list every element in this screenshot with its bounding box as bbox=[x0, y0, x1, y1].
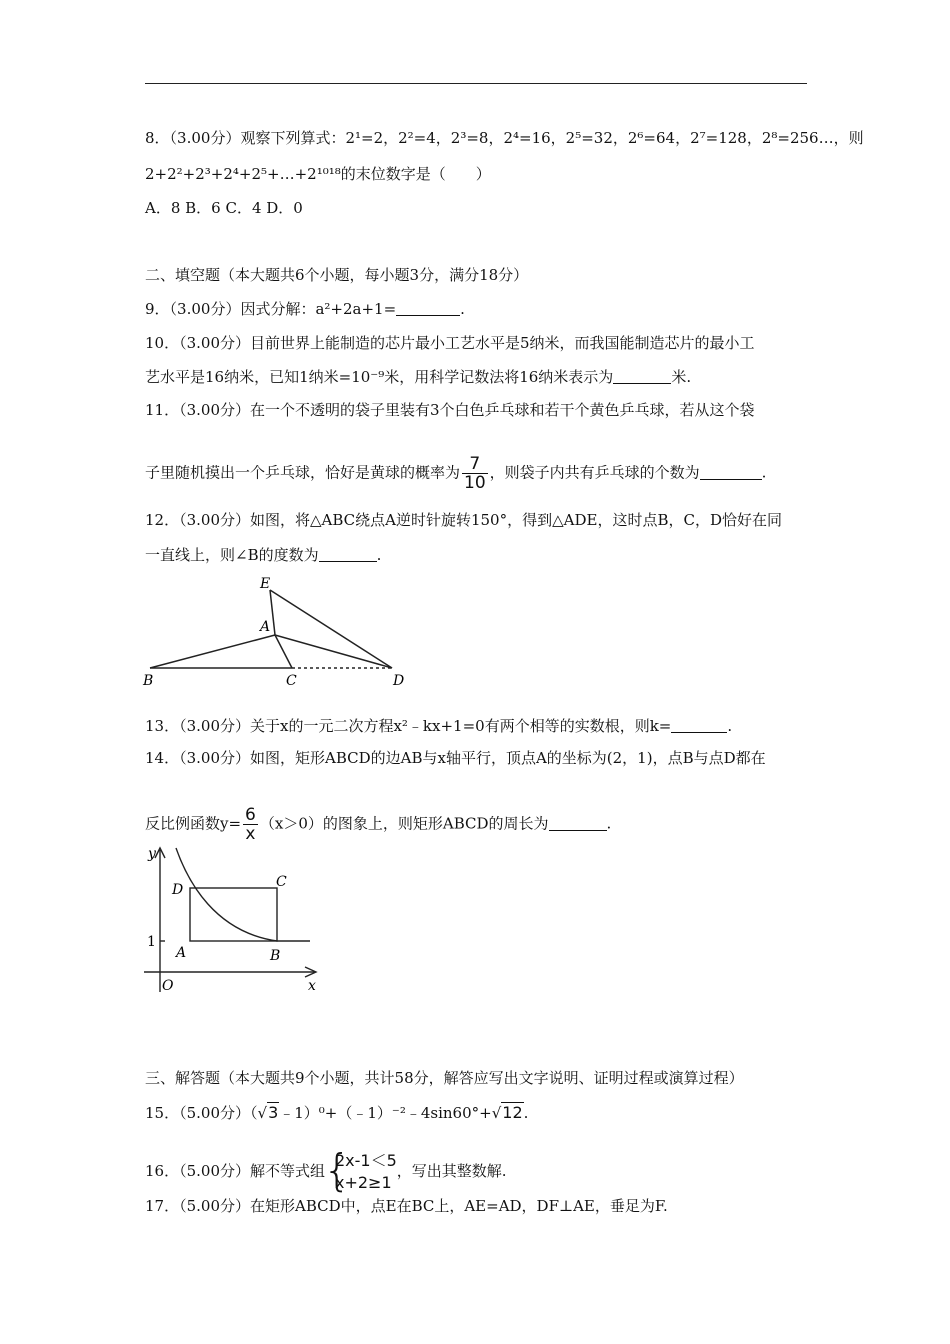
q13 bbox=[145, 716, 732, 736]
label-A: A bbox=[260, 619, 271, 635]
q14-end: . bbox=[606, 814, 612, 833]
frac-den: 10 bbox=[464, 473, 486, 493]
q14-text2: （x＞0）的图象上，则矩形ABCD的周长为 bbox=[259, 814, 549, 833]
axis-x-label: x bbox=[308, 978, 316, 994]
label-C: C bbox=[286, 673, 297, 689]
answer-blank[interactable] bbox=[549, 816, 607, 831]
q17: 17．（5.00分）在矩形ABCD中，点E在BC上，AE=AD，DF⊥AE，垂足为F. bbox=[145, 1197, 668, 1215]
frac-num: 7 bbox=[462, 455, 488, 474]
q12-line1: 12．（3.00分）如图，将△ABC绕点A逆时针旋转150°，得到△ADE，这时点B，C，D恰好在同 bbox=[145, 511, 782, 529]
q15-text2: ﹣1）⁰+（﹣1）⁻²﹣4sin60°+ bbox=[279, 1104, 492, 1122]
radicand-12: 12 bbox=[502, 1103, 523, 1122]
q14-line2 bbox=[145, 806, 611, 843]
q14-line1: 14．（3.00分）如图，矩形ABCD的边AB与x轴平行，顶点A的坐标为(2，1)，点B与点D都在 bbox=[145, 749, 766, 767]
inequality-2: x+2≥1 bbox=[335, 1173, 392, 1192]
tick-one-label: 1 bbox=[147, 934, 156, 950]
answer-blank[interactable] bbox=[396, 301, 460, 316]
fraction-six-over-x bbox=[243, 806, 258, 843]
q12-end: . bbox=[376, 546, 382, 564]
label-E: E bbox=[260, 576, 271, 592]
fraction-seven-tenths bbox=[462, 455, 488, 492]
q11-text2: ，则袋子内共有乒乓球的个数为 bbox=[489, 463, 700, 482]
q14-graph-figure bbox=[140, 842, 330, 1002]
q11-text: 子里随机摸出一个乒乓球，恰好是黄球的概率为 bbox=[145, 463, 461, 482]
q11-end: . bbox=[761, 463, 767, 482]
label-A: A bbox=[176, 945, 187, 961]
header-rule bbox=[145, 83, 807, 84]
label-C: C bbox=[276, 874, 287, 890]
label-B: B bbox=[143, 673, 154, 689]
q10-line1: 10．（3.00分）目前世界上能制造的芯片最小工艺水平是5纳米，而我国能制造芯片的最小工 bbox=[145, 334, 755, 352]
answer-blank[interactable] bbox=[319, 547, 377, 562]
label-B: B bbox=[270, 948, 281, 964]
answer-blank[interactable] bbox=[613, 369, 671, 384]
q16-end: ，写出其整数解. bbox=[396, 1162, 507, 1180]
q8-line1: 8．（3.00分）观察下列算式：2¹=2，2²=4，2³=8，2⁴=16，2⁵=32，2⁶=64，2⁷=128，2⁸=256…，则 bbox=[145, 129, 864, 147]
q12-text: 一直线上，则∠B的度数为 bbox=[145, 546, 319, 564]
inequality-1: 2x-1＜5 bbox=[335, 1151, 397, 1170]
q14-text: 反比例函数y= bbox=[145, 814, 242, 833]
q15-text: 15．（5.00分）（ bbox=[145, 1104, 258, 1122]
answer-blank[interactable] bbox=[700, 465, 762, 480]
q11-line1: 11．（3.00分）在一个不透明的袋子里装有3个白色乒乓球和若干个黄色乒乓球，若从这个袋 bbox=[145, 401, 755, 419]
q15 bbox=[145, 1103, 528, 1123]
q15-end: . bbox=[523, 1104, 529, 1122]
q10-end: 米. bbox=[671, 368, 692, 386]
q16-text: 16．（5.00分）解不等式组 bbox=[145, 1162, 325, 1180]
section2-title: 二、填空题（本大题共6个小题，每小题3分，满分18分） bbox=[145, 266, 529, 284]
q8-options: A．8 B．6 C．4 D．0 bbox=[145, 199, 303, 217]
label-D: D bbox=[172, 882, 184, 898]
sqrt-symbol: √ bbox=[491, 1104, 502, 1122]
q8-line2: 2+2²+2³+2⁴+2⁵+…+2¹⁰¹⁸的末位数字是（ ） bbox=[145, 165, 491, 183]
q16 bbox=[145, 1145, 507, 1196]
q9-end: . bbox=[460, 300, 465, 318]
axis-y-label: y bbox=[148, 846, 156, 862]
answer-blank[interactable] bbox=[671, 718, 727, 733]
label-D: D bbox=[393, 673, 405, 689]
q9-text: 9．（3.00分）因式分解：a²+2a+1= bbox=[145, 300, 397, 318]
q13-text: 13．（3.00分）关于x的一元二次方程x²﹣kx+1=0有两个相等的实数根，则k= bbox=[145, 717, 672, 735]
q9 bbox=[145, 299, 465, 319]
inequality-system bbox=[323, 1145, 397, 1196]
radicand-3: 3 bbox=[268, 1103, 279, 1122]
frac-den: x bbox=[245, 824, 256, 844]
q10-line2 bbox=[145, 367, 691, 387]
section3-title: 三、解答题（本大题共9个小题，共计58分，解答应写出文字说明、证明过程或演算过程） bbox=[145, 1069, 744, 1087]
q11-line2 bbox=[145, 455, 766, 492]
brace-icon: { bbox=[323, 1145, 351, 1196]
frac-num: 6 bbox=[245, 805, 256, 825]
q12-triangle-figure bbox=[140, 575, 420, 690]
q10-text: 艺水平是16纳米，已知1纳米=10⁻⁹米，用科学记数法将16纳米表示为 bbox=[145, 368, 614, 386]
q12-line2 bbox=[145, 545, 381, 565]
q13-end: . bbox=[727, 717, 733, 735]
sqrt-symbol: √ bbox=[257, 1104, 268, 1122]
origin-label: O bbox=[162, 978, 174, 994]
